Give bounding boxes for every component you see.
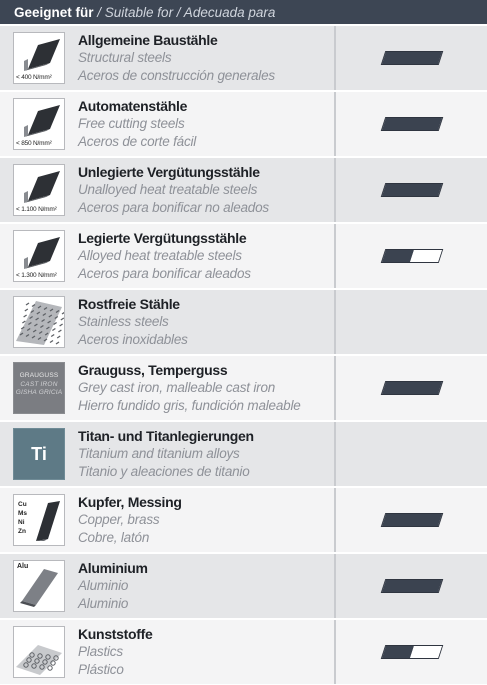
suitability-cell	[336, 26, 487, 90]
material-cell	[0, 92, 336, 156]
material-name-en: Free cutting steels	[78, 116, 185, 132]
material-name-de: Unlegierte Vergütungsstähle	[78, 163, 260, 180]
titanium-icon	[13, 428, 65, 480]
material-cell	[0, 488, 336, 552]
material-name-en: Grey cast iron, malleable cast iron	[78, 380, 276, 396]
material-name-es: Titanio y aleaciones de titanio	[78, 463, 250, 479]
material-cell	[0, 290, 336, 354]
cast-iron-label-en: CAST IRON	[20, 380, 58, 388]
alloy-symbol: Ms	[18, 510, 28, 517]
steel-profile-icon	[13, 32, 65, 84]
tensile-strength-label: < 1.100 N/mm²	[16, 206, 57, 213]
material-names	[78, 428, 254, 481]
cast-iron-label	[14, 372, 64, 398]
suitability-cell	[336, 488, 487, 552]
tensile-strength-label: < 400 N/mm²	[16, 74, 52, 81]
material-names	[78, 560, 148, 613]
material-cell	[0, 620, 336, 684]
material-name-es: Aceros inoxidables	[78, 331, 188, 347]
material-cell	[0, 554, 336, 618]
material-name-en: Structural steels	[78, 50, 172, 66]
suitability-bar	[380, 183, 443, 197]
suitability-cell	[336, 356, 487, 420]
copper-brass-icon	[13, 494, 65, 546]
material-name-de: Grauguss, Temperguss	[78, 361, 228, 378]
material-name-es: Aceros para bonificar aleados	[78, 265, 251, 281]
cast-iron-label-es: GISHA GRICIA	[15, 389, 63, 396]
cast-iron-label-de: GRAUGUSS	[19, 372, 59, 379]
suitability-cell	[336, 290, 487, 354]
material-row	[0, 290, 487, 354]
material-row	[0, 554, 487, 618]
suitability-bar	[380, 117, 443, 131]
material-name-de: Automatenstähle	[78, 97, 188, 114]
suitability-bar	[380, 579, 443, 593]
material-names	[78, 164, 269, 217]
material-name-de: Kunststoffe	[78, 625, 153, 642]
material-name-en: Unalloyed heat treatable steels	[78, 182, 258, 198]
material-name-en: Alloyed heat treatable steels	[78, 248, 242, 264]
material-row	[0, 26, 487, 90]
material-row	[0, 92, 487, 156]
suitability-bar-fill	[382, 184, 442, 196]
material-name-es: Aceros de construcción generales	[78, 67, 275, 83]
material-names	[78, 230, 251, 283]
material-name-es: Aceros de corte fácil	[78, 133, 197, 149]
material-cell	[0, 158, 336, 222]
suitability-bar-empty	[410, 250, 442, 262]
alloy-symbols	[18, 500, 27, 536]
suitability-bar	[380, 381, 443, 395]
titanium-symbol: Ti	[31, 443, 47, 464]
suitability-bar-fill	[382, 514, 442, 526]
suitability-bar-empty	[410, 646, 442, 658]
plastics-icon	[13, 626, 65, 678]
material-name-de: Allgemeine Baustähle	[78, 31, 218, 48]
cast-iron-icon	[13, 362, 65, 414]
material-names	[78, 32, 275, 85]
material-names	[78, 626, 152, 679]
suitability-bar	[380, 513, 443, 527]
material-name-en: Plastics	[78, 644, 123, 660]
material-name-en: Copper, brass	[78, 512, 160, 528]
material-row	[0, 158, 487, 222]
checker-plate-icon	[13, 296, 65, 348]
table-header	[0, 0, 487, 24]
alu-label: Alu	[17, 563, 29, 570]
alloy-symbol: Zn	[18, 528, 26, 535]
material-name-es: Hierro fundido gris, fundición maleable	[78, 397, 301, 413]
material-name-en: Stainless steels	[78, 314, 169, 330]
material-cell	[0, 224, 336, 288]
material-name-es: Plástico	[78, 661, 124, 677]
material-name-en: Aluminio	[78, 578, 129, 594]
suitability-cell	[336, 224, 487, 288]
tensile-strength-label: < 850 N/mm²	[16, 140, 52, 147]
material-name-es: Cobre, latón	[78, 529, 150, 545]
suitability-cell	[336, 554, 487, 618]
material-names	[78, 296, 188, 349]
material-cell	[0, 422, 336, 486]
material-row	[0, 620, 487, 684]
suitability-bar	[380, 249, 443, 263]
suitability-bar	[380, 645, 443, 659]
material-name-en: Titanium and titanium alloys	[78, 446, 240, 462]
material-name-de: Legierte Vergütungsstähle	[78, 229, 247, 246]
material-names	[78, 494, 182, 547]
suitability-cell	[336, 620, 487, 684]
suitability-cell	[336, 92, 487, 156]
tensile-strength-label: < 1.300 N/mm²	[16, 272, 57, 279]
material-row	[0, 422, 487, 486]
alloy-symbol: Ni	[18, 519, 25, 526]
steel-profile-icon	[13, 164, 65, 216]
aluminium-icon	[13, 560, 65, 612]
suitability-bar-fill	[382, 646, 414, 658]
steel-profile-icon	[13, 98, 65, 150]
header-sub: / Suitable for / Adecuada para	[93, 5, 276, 20]
alloy-symbol: Cu	[18, 501, 27, 508]
suitability-bar-fill	[382, 118, 442, 130]
material-row	[0, 488, 487, 552]
suitability-bar-fill	[382, 250, 414, 262]
material-names	[78, 362, 301, 415]
material-name-de: Kupfer, Messing	[78, 493, 182, 510]
suitability-bar-fill	[382, 52, 442, 64]
material-cell	[0, 356, 336, 420]
suitability-bar	[380, 51, 443, 65]
suitability-bar-fill	[382, 580, 442, 592]
material-name-de: Rostfreie Stähle	[78, 295, 180, 312]
material-name-es: Aluminio	[78, 595, 129, 611]
header-main: Geeignet für	[14, 5, 94, 20]
material-name-de: Titan- und Titanlegierungen	[78, 427, 254, 444]
steel-profile-icon	[13, 230, 65, 282]
material-row	[0, 224, 487, 288]
suitability-cell	[336, 422, 487, 486]
material-names	[78, 98, 196, 151]
material-name-es: Aceros para bonificar no aleados	[78, 199, 269, 215]
suitability-bar-fill	[382, 382, 442, 394]
material-row	[0, 356, 487, 420]
suitability-cell	[336, 158, 487, 222]
material-name-de: Aluminium	[78, 559, 148, 576]
material-cell	[0, 26, 336, 90]
